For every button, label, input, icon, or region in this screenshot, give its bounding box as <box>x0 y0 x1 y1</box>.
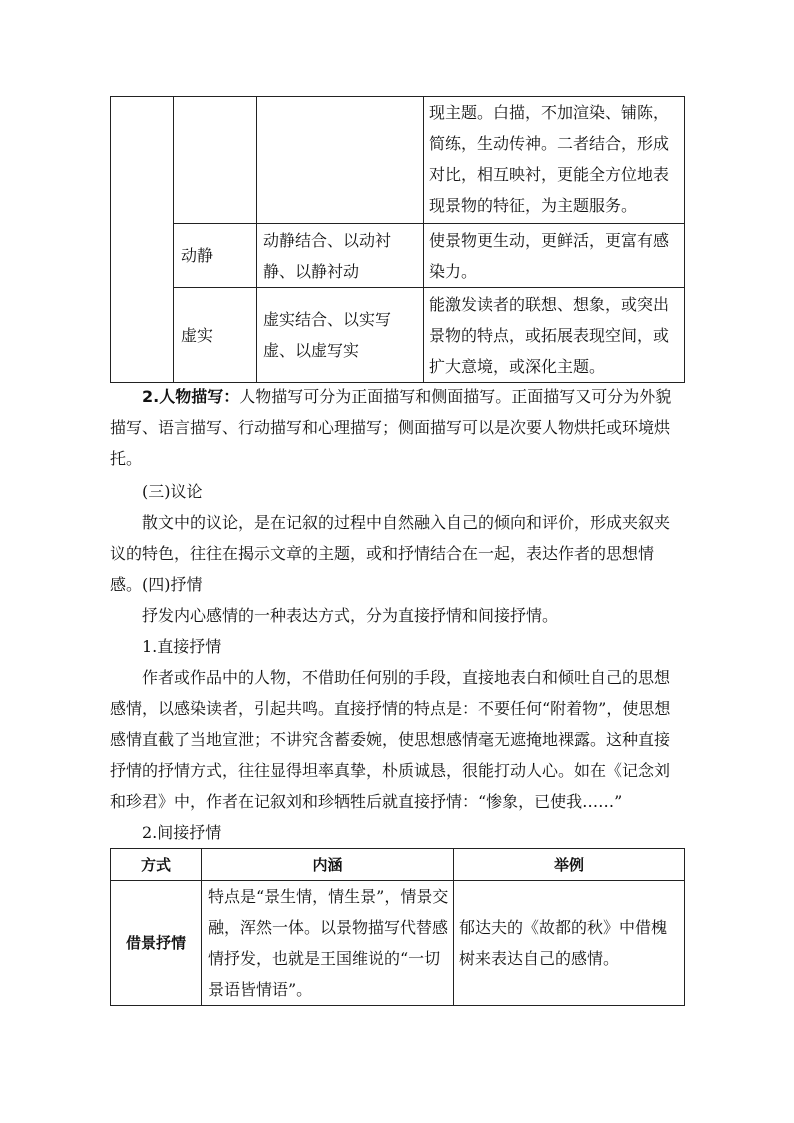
column-header-method: 方式 <box>111 849 202 881</box>
table-row <box>111 224 685 288</box>
direct-lyric-paragraph: 作者或作品中的人物，不借助任何别的手段，直接地表白和倾吐自己的思想感情，以感染读者，引起共鸣。直接抒情的特点是：不要任何“附着物”，使思想感情直截了当地宣泄；不讲究含蓄委婉，使思想感情毫无遮掩地裸露。这种直接抒情的抒情方式，往往显得坦率真挚，朴质诚恳，很能打动人心。如在《记念刘和珍君》中，作者在记叙刘和珍牺牲后就直接抒情：“惨象，已使我……” <box>110 668 671 811</box>
lyric-paragraph: 抒发内心感情的一种表达方式，分为直接抒情和间接抒情。 <box>142 606 559 625</box>
discussion-paragraph: 散文中的议论，是在记叙的过程中自然融入自己的倾向和评价，形成夹叙夹议的特色，往往在揭示文章的主题，或和抒情结合在一起，表达作者的思想情感。 <box>110 513 671 594</box>
indirect-lyric-table <box>110 848 685 1006</box>
table-row <box>111 97 685 224</box>
example-cell: 郁达夫的《故都的秋》中借槐树来表达自己的感情。 <box>454 881 685 1006</box>
table-row <box>111 881 685 1006</box>
discussion-heading: (三)议论 <box>142 482 203 501</box>
meaning-cell: 特点是“景生情，情生景”，情景交融，浑然一体。以景物描写代替感情抒发，也就是王国维说的“一切景语皆情语”。 <box>202 881 454 1006</box>
type-cell: 虚实 <box>174 288 257 383</box>
category-cell <box>111 97 174 383</box>
description-method-table <box>110 96 685 383</box>
column-header-meaning: 内涵 <box>202 849 454 881</box>
effect-cell: 现主题。白描，不加渲染、铺陈，简练，生动传神。二者结合，形成对比，相互映衬，更能全方位地表现景物的特征，为主题服务。 <box>424 97 685 224</box>
method-cell: 虚实结合、以实写虚、以虚写实 <box>257 288 424 383</box>
type-cell <box>174 97 257 224</box>
effect-cell: 使景物更生动，更鲜活，更富有感染力。 <box>424 224 685 288</box>
type-cell: 动静 <box>174 224 257 288</box>
table-row <box>111 288 685 383</box>
character-text: 人物描写可分为正面描写和侧面描写。正面描写又可分为外貌描写、语言描写、行动描写和心理描写；侧面描写可以是次要人物烘托或环境烘托。 <box>110 387 672 468</box>
indirect-lyric-heading: 2.间接抒情 <box>142 823 222 842</box>
method-cell: 动静结合、以动衬静、以静衬动 <box>257 224 424 288</box>
table-header-row <box>111 849 685 881</box>
direct-lyric-heading: 1.直接抒情 <box>142 637 222 656</box>
character-description-paragraph <box>110 381 685 474</box>
column-header-example: 举例 <box>454 849 685 881</box>
effect-cell: 能激发读者的联想、想象，或突出景物的特点，或拓展表现空间，或扩大意境，或深化主题。 <box>424 288 685 383</box>
character-heading: 2.人物描写： <box>142 387 240 406</box>
lyric-heading: (四)抒情 <box>142 575 203 594</box>
method-cell: 借景抒情 <box>111 881 202 1006</box>
method-cell <box>257 97 424 224</box>
